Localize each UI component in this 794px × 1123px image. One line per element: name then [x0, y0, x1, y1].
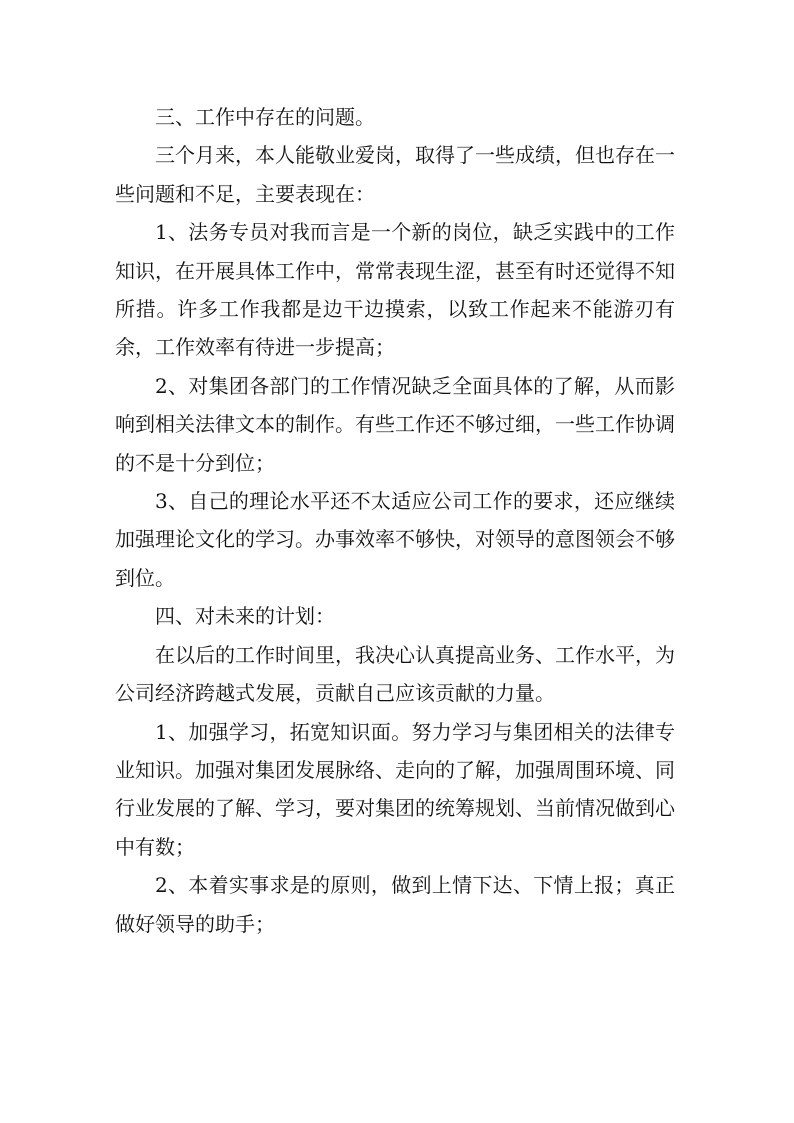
paragraph-plan-1: 1、加强学习，拓宽知识面。努力学习与集团相关的法律专业知识。加强对集团发展脉络、走向的了解，加强周围环境、同行业发展的了解、学习，要对集团的统筹规划、当前情况做到心中有数；: [115, 719, 675, 859]
document-body: [115, 98, 675, 943]
paragraph-problem-3: 3、自己的理论水平还不太适应公司工作的要求，还应继续加强理论文化的学习。办事效率不够快，对领导的意图领会不够到位。: [115, 489, 675, 590]
paragraph-problem-2: 2、对集团各部门的工作情况缺乏全面具体的了解，从而影响到相关法律文本的制作。有些工作还不够过细，一些工作协调的不是十分到位；: [115, 373, 675, 475]
section-heading-problems: 三、工作中存在的问题。: [155, 105, 375, 129]
paragraph-intro-plans: 在以后的工作时间里，我决心认真提高业务、工作水平，为公司经济跨越式发展，贡献自己应该贡献的力量。: [115, 642, 675, 706]
paragraph-intro-problems: 三个月来，本人能敬业爱岗，取得了一些成绩，但也存在一些问题和不足，主要表现在：: [115, 143, 675, 206]
section-heading-plans: 四、对未来的计划：: [155, 604, 335, 629]
paragraph-problem-1: 1、法务专员对我而言是一个新的岗位，缺乏实践中的工作知识，在开展具体工作中，常常表现生涩，甚至有时还觉得不知所措。许多工作我都是边干边摸索，以致工作起来不能游刃有余，工作效率有待进一步提高；: [115, 220, 675, 360]
paragraph-plan-2: 2、本着实事求是的原则，做到上情下达、下情上报；真正做好领导的助手；: [115, 873, 675, 936]
